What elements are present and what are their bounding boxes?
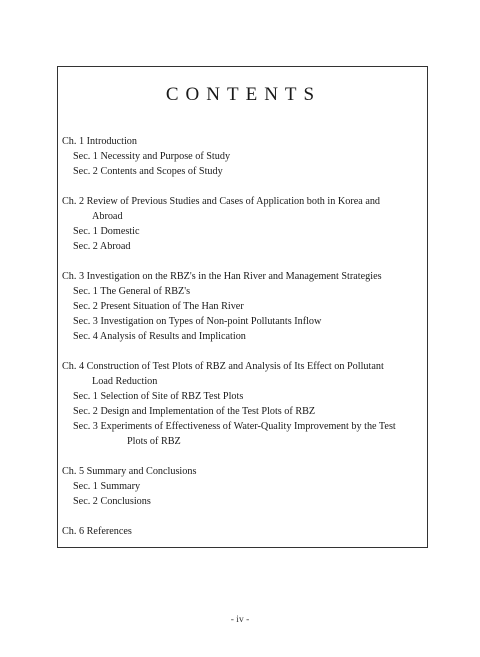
- page-title: CONTENTS: [165, 84, 322, 105]
- chapter-2-section-2: Sec. 2 Abroad: [73, 241, 131, 252]
- chapter-6-title: Ch. 6 References: [62, 526, 132, 537]
- chapter-4-section-3: Sec. 3 Experiments of Effectiveness of Water-Quality Improvement by the Test: [73, 421, 396, 432]
- chapter-3-title: Ch. 3 Investigation on the RBZ's in the Han River and Management Strategies: [62, 271, 382, 282]
- chapter-1-title: Ch. 1 Introduction: [62, 136, 137, 147]
- chapter-2-title-cont: Abroad: [92, 211, 123, 222]
- chapter-2-title: Ch. 2 Review of Previous Studies and Cases of Application both in Korea and: [62, 196, 381, 207]
- chapter-1-section-2: Sec. 2 Contents and Scopes of Study: [73, 166, 223, 177]
- chapter-3-section-3: Sec. 3 Investigation on Types of Non-point Pollutants Inflow: [73, 316, 322, 327]
- chapter-4-section-2: Sec. 2 Design and Implementation of the Test Plots of RBZ: [73, 406, 316, 417]
- chapter-5-section-1: Sec. 1 Summary: [73, 481, 141, 492]
- chapter-4-section-3-cont: Plots of RBZ: [127, 436, 181, 447]
- chapter-4-title-cont: Load Reduction: [92, 376, 158, 387]
- chapter-5-title: Ch. 5 Summary and Conclusions: [62, 466, 197, 477]
- chapter-1-section-1: Sec. 1 Necessity and Purpose of Study: [73, 151, 231, 162]
- chapter-5-section-2: Sec. 2 Conclusions: [73, 496, 151, 507]
- chapter-2-section-1: Sec. 1 Domestic: [73, 226, 140, 237]
- chapter-4-title: Ch. 4 Construction of Test Plots of RBZ and Analysis of Its Effect on Pollutant: [62, 361, 384, 372]
- page-number: - iv -: [230, 615, 250, 625]
- chapter-4-section-1: Sec. 1 Selection of Site of RBZ Test Plots: [73, 391, 244, 402]
- table-of-contents: [62, 134, 418, 539]
- chapter-3-section-4: Sec. 4 Analysis of Results and Implication: [73, 331, 246, 342]
- chapter-3-section-2: Sec. 2 Present Situation of The Han River: [73, 301, 244, 312]
- chapter-3-section-1: Sec. 1 The General of RBZ's: [73, 286, 191, 297]
